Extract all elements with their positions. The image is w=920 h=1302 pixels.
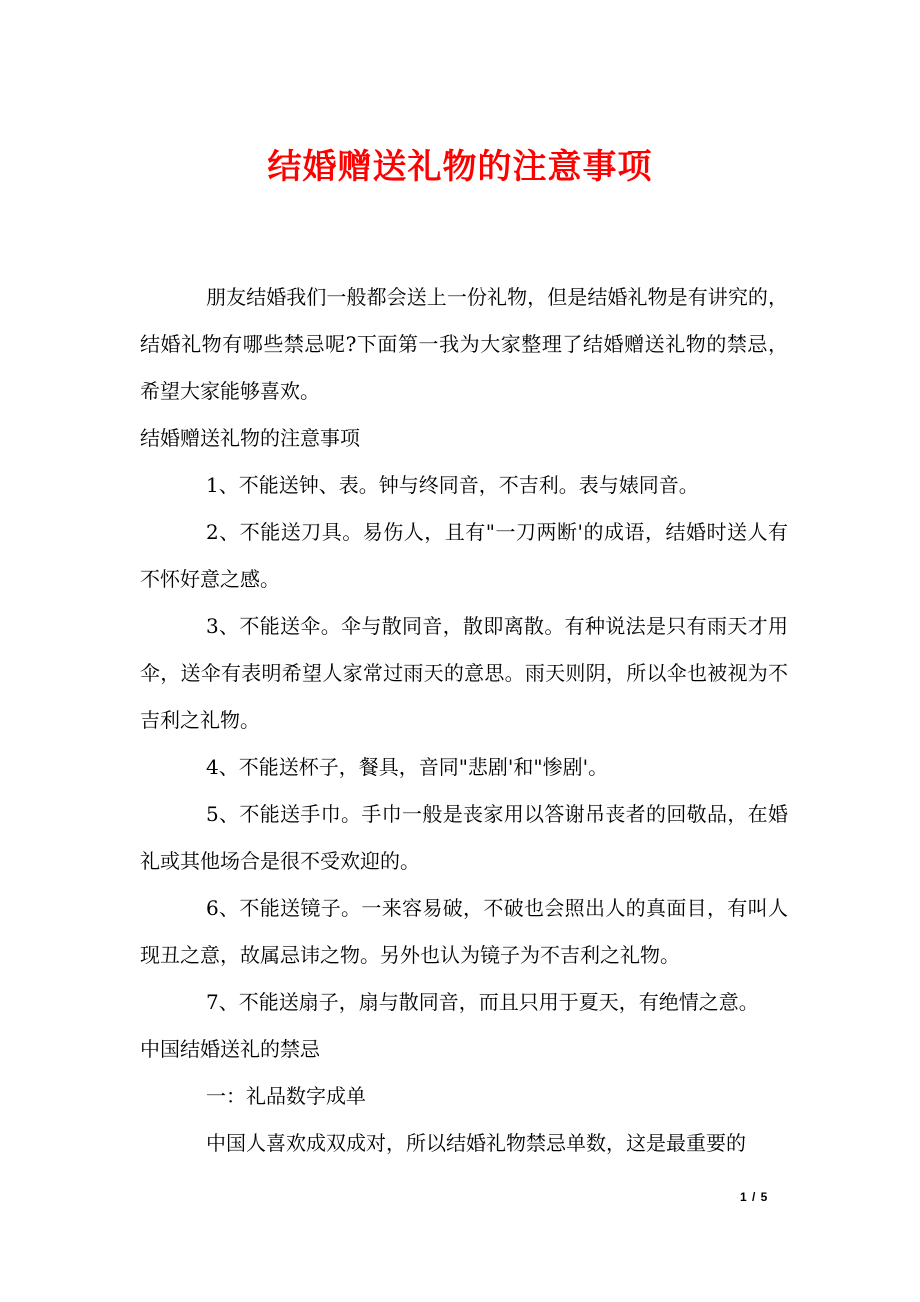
list-item-5: 5、不能送手巾。手巾一般是丧家用以答谢吊丧者的回敬品，在婚礼或其他场合是很不受欢迎的。 bbox=[140, 802, 788, 873]
document-body bbox=[140, 274, 788, 1167]
subsection-heading-1: 一：礼品数字成单 bbox=[206, 1084, 366, 1108]
list-item-7: 7、不能送扇子，扇与散同音，而且只用于夏天，有绝情之意。 bbox=[206, 990, 759, 1014]
list-item-6: 6、不能送镜子。一来容易破，不破也会照出人的真面目，有叫人现丑之意，故属忌讳之物。另外也认为镜子为不吉利之礼物。 bbox=[140, 896, 788, 967]
list-item-4: 4、不能送杯子，餐具，音同"悲剧'和"惨剧'。 bbox=[206, 755, 609, 779]
section-heading-taboos: 中国结婚送礼的禁忌 bbox=[140, 1037, 320, 1061]
list-item-2: 2、不能送刀具。易伤人，且有"一刀两断'的成语，结婚时送人有不怀好意之感。 bbox=[140, 520, 788, 591]
section-heading-notes: 结婚赠送礼物的注意事项 bbox=[140, 426, 360, 450]
intro-paragraph: 朋友结婚我们一般都会送上一份礼物，但是结婚礼物是有讲究的，结婚礼物有哪些禁忌呢?下面第一我为大家整理了结婚赠送礼物的禁忌，希望大家能够喜欢。 bbox=[140, 285, 788, 403]
page-number: 1 / 5 bbox=[740, 1190, 769, 1204]
list-item-1: 1、不能送钟、表。钟与终同音，不吉利。表与婊同音。 bbox=[206, 473, 699, 497]
list-item-3: 3、不能送伞。伞与散同音，散即离散。有种说法是只有雨天才用伞，送伞有表明希望人家常过雨天的意思。雨天则阴，所以伞也被视为不吉利之礼物。 bbox=[140, 614, 788, 732]
subsection-paragraph-1: 中国人喜欢成双成对，所以结婚礼物禁忌单数，这是最重要的 bbox=[206, 1131, 746, 1155]
document-title: 结婚赠送礼物的注意事项 bbox=[267, 147, 653, 187]
